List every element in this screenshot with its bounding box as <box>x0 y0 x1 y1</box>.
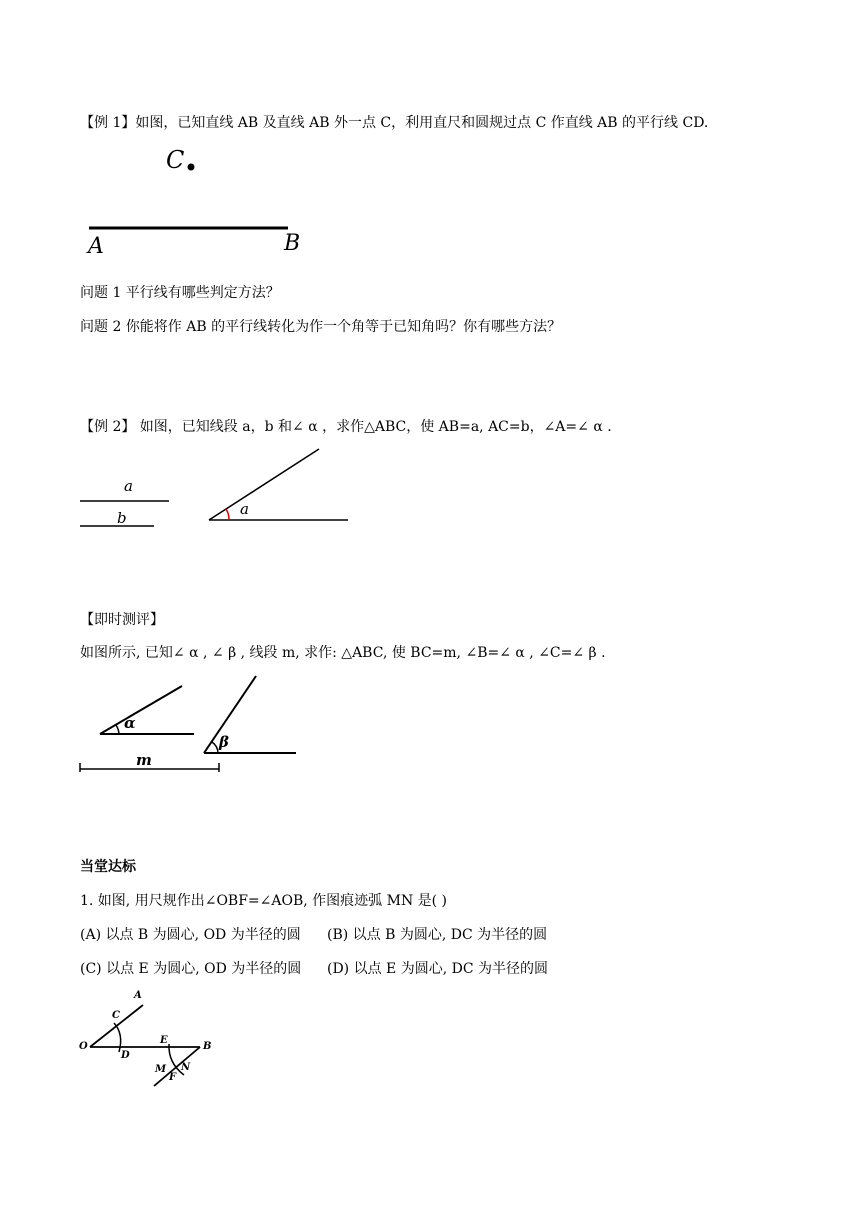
example2-text: 【例 2】 如图，已知线段 a，b 和∠ α ，求作△ABC，使 AB=a, AC=b，∠A=∠ α . <box>80 419 612 435</box>
label-p-m: M <box>155 1064 167 1075</box>
label-seg-a: a <box>124 477 133 495</box>
question-2: 问题 2 你能将作 AB 的平行线转化为作一个角等于已知角吗？你有哪些方法？ <box>80 319 562 335</box>
quiz-text: 如图所示, 已知∠ α , ∠ β , 线段 m, 求作: △ABC, 使 BC=m, ∠B=∠ α , ∠C=∠ β . <box>80 645 606 661</box>
label-quiz-beta: β <box>219 733 229 751</box>
label-p-o: O <box>79 1041 88 1052</box>
practice-question-1: 1. 如图, 用尺规作出∠OBF=∠AOB, 作图痕迹弧 MN 是( ) <box>80 893 448 909</box>
practice-title: 当堂达标 <box>80 859 136 875</box>
label-quiz-m: m <box>136 751 152 769</box>
quiz-title: 【即时测评】 <box>80 612 164 628</box>
label-a: A <box>88 234 104 259</box>
label-p-n: N <box>181 1062 191 1073</box>
label-seg-b: b <box>117 509 127 527</box>
option-b: (B) 以点 B 为圆心, DC 为半径的圆 <box>327 927 548 943</box>
label-c: C <box>166 146 185 174</box>
question-1: 问题 1 平行线有哪些判定方法？ <box>80 285 280 301</box>
label-b: B <box>284 231 301 256</box>
label-alpha: a <box>240 500 249 518</box>
label-p-a: A <box>134 990 142 1001</box>
option-d: (D) 以点 E 为圆心, DC 为半径的圆 <box>327 961 549 977</box>
option-a: (A) 以点 B 为圆心, OD 为半径的圆 <box>80 927 301 943</box>
label-p-b: B <box>203 1041 212 1052</box>
label-p-d: D <box>121 1050 130 1061</box>
example1-text: 【例 1】如图，已知直线 AB 及直线 AB 外一点 C，利用直尺和圆规过点 C 作直线 AB 的平行线 CD. <box>80 115 709 131</box>
label-p-f: F <box>169 1072 177 1083</box>
option-c: (C) 以点 E 为圆心, OD 为半径的圆 <box>80 961 302 977</box>
label-quiz-alpha: α <box>124 714 136 732</box>
label-p-c: C <box>112 1010 120 1021</box>
label-p-e: E <box>160 1035 168 1046</box>
